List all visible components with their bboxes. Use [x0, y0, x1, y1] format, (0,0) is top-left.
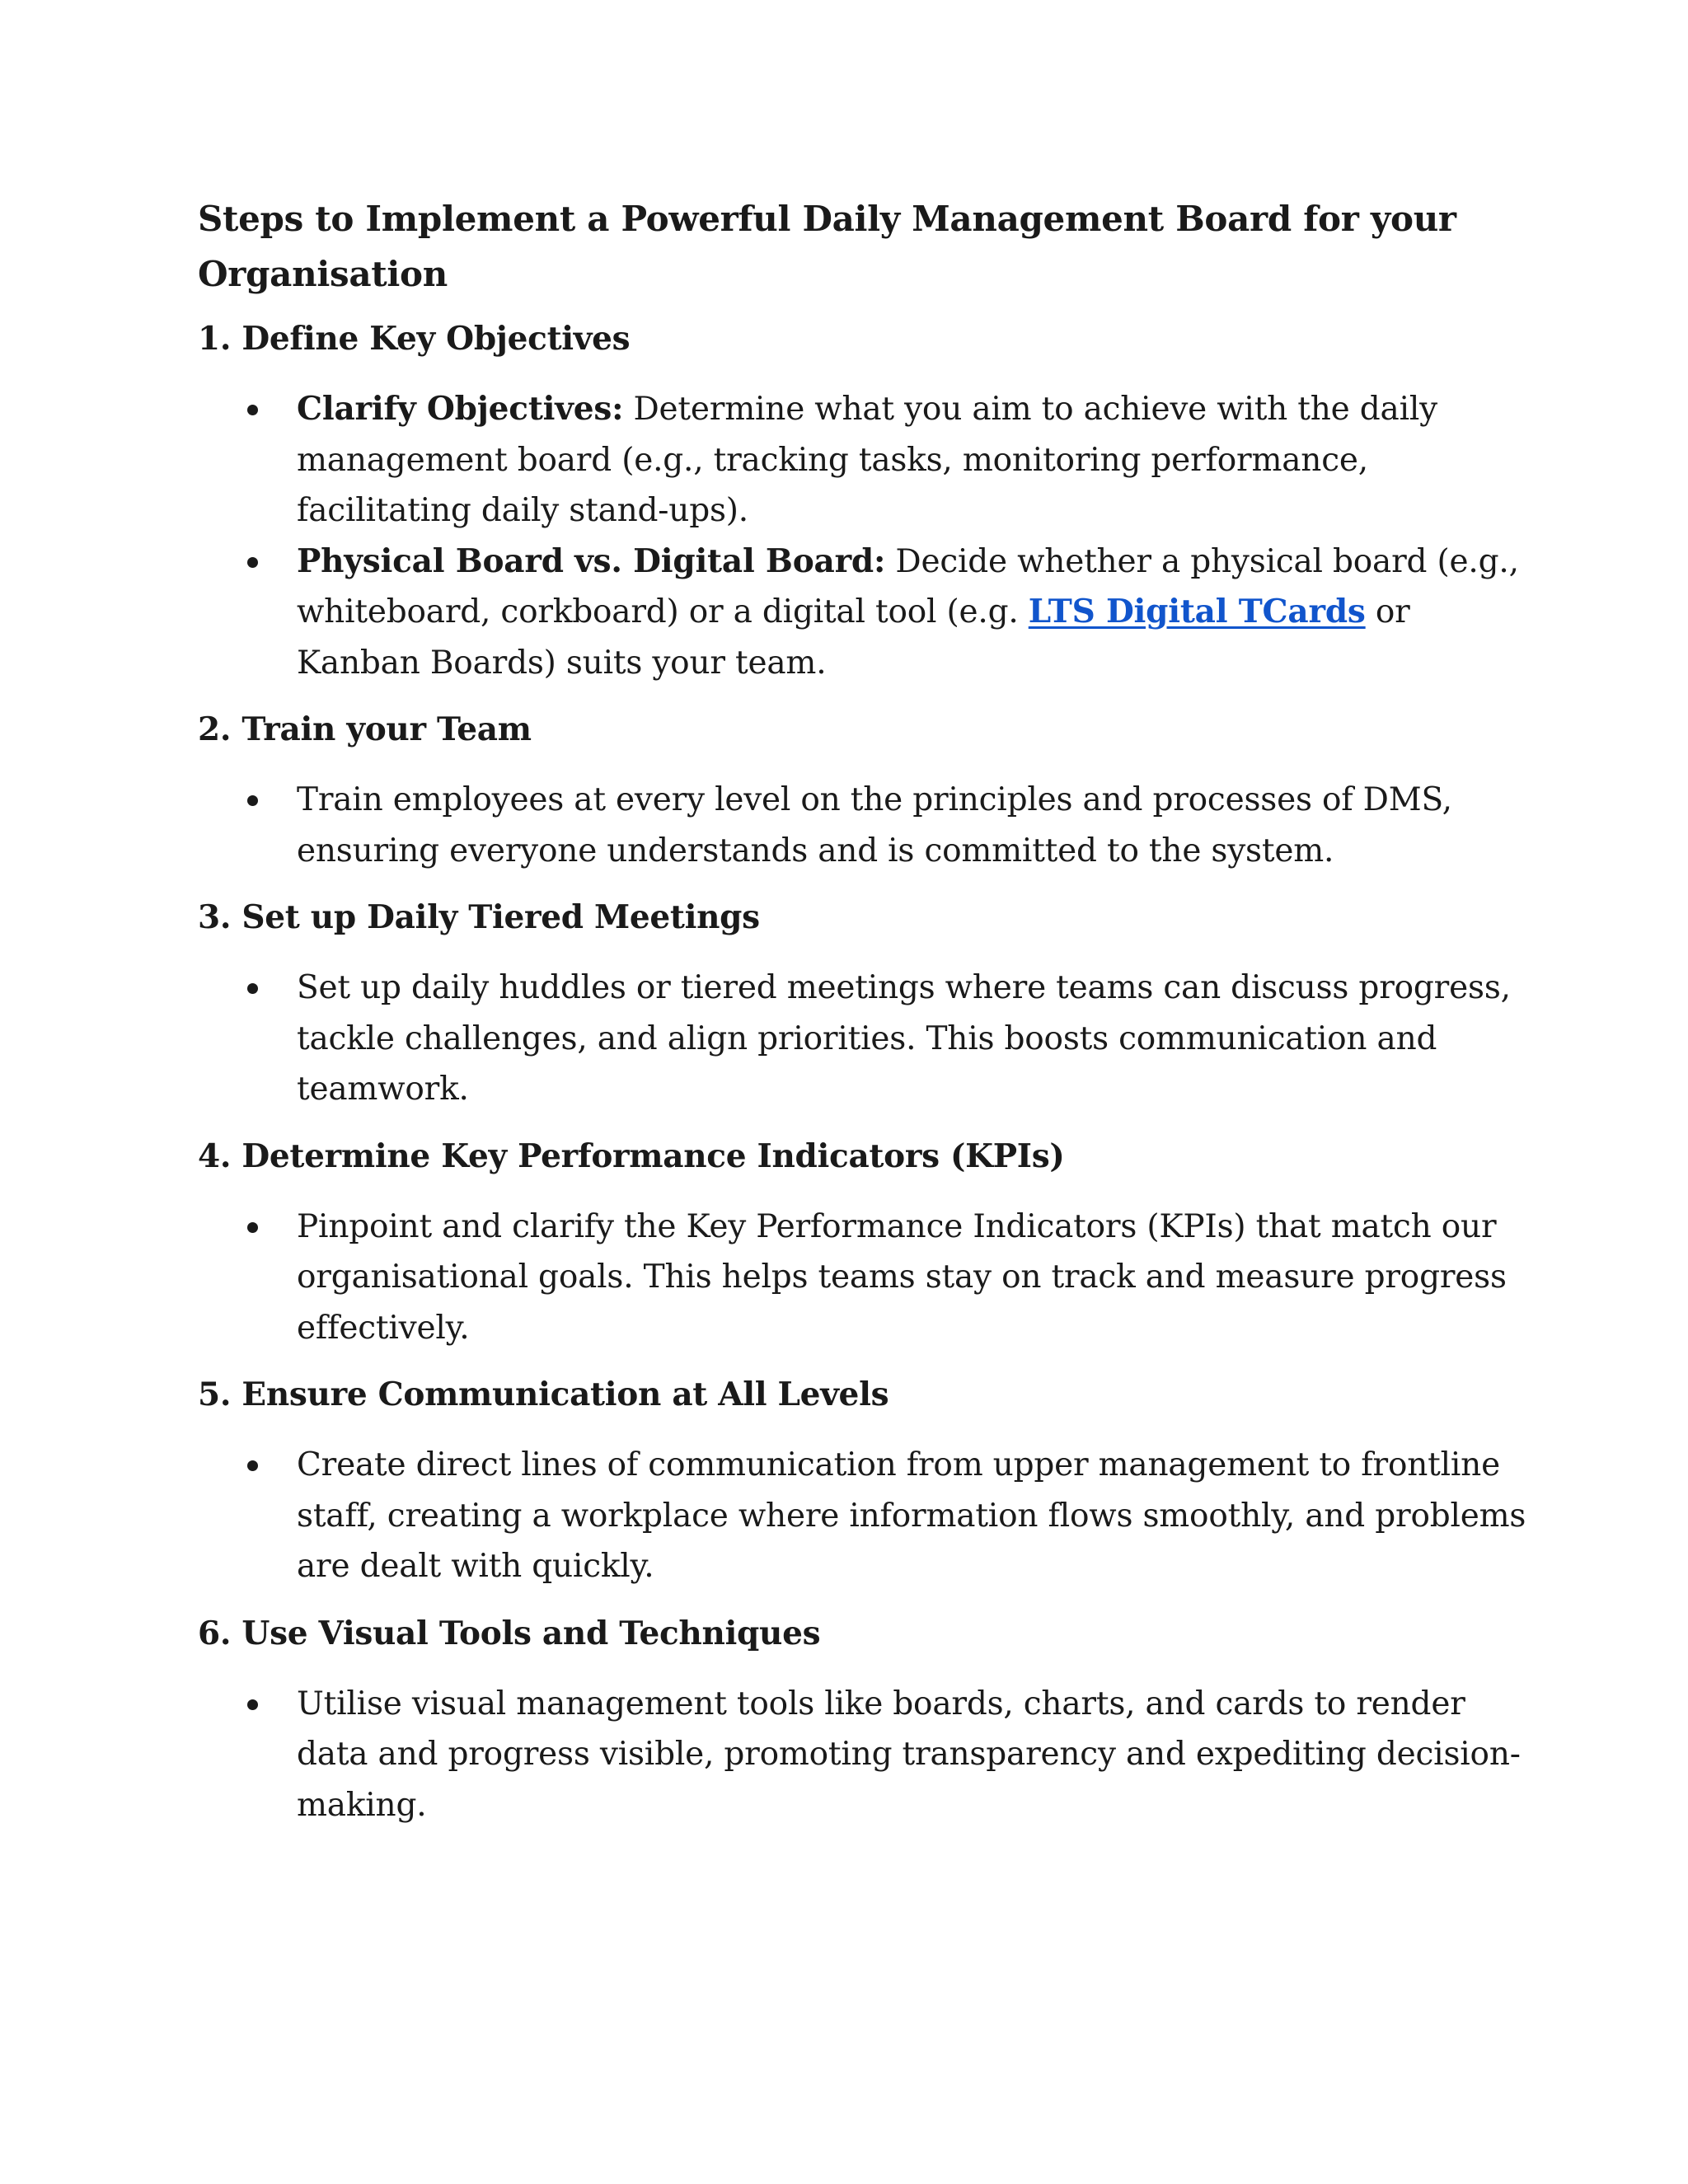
lts-digital-tcards-link[interactable]: LTS Digital TCards: [1028, 593, 1366, 630]
bullet-icon: [247, 983, 258, 994]
bullet-icon: [247, 795, 258, 806]
bullet-text: Create direct lines of communication from upper management to frontline staff, creating a workplace where information flows smoothly, and problems are dealt with quickly.: [297, 1446, 1526, 1585]
bullet-list: [198, 775, 1533, 876]
bullet-list: [198, 1679, 1533, 1831]
section-heading-kpis: 4. Determine Key Performance Indicators (KPIs): [198, 1137, 1065, 1175]
section-heading-visual-tools: 6. Use Visual Tools and Techniques: [198, 1614, 821, 1652]
page-title: Steps to Implement a Powerful Daily Management Board for your Organisation: [198, 199, 1456, 294]
list-item: [198, 537, 1533, 689]
section-heading-train-team: 2. Train your Team: [198, 710, 532, 748]
bullet-text: or Kanban Boards) suits your team.: [297, 593, 1410, 682]
section-heading-tiered-meetings: 3. Set up Daily Tiered Meetings: [198, 898, 760, 936]
list-item: [198, 384, 1533, 537]
section-heading-communication: 5. Ensure Communication at All Levels: [198, 1376, 889, 1413]
list-item: [198, 963, 1533, 1115]
bullet-lead-text: Clarify Objectives:: [297, 390, 624, 428]
bullet-list: [198, 1440, 1533, 1592]
list-item: [198, 1202, 1533, 1354]
bullet-list: [198, 1202, 1533, 1354]
bullet-list: [198, 384, 1533, 688]
bullet-text: Train employees at every level on the principles and processes of DMS, ensuring everyone understands and is committed to the system.: [297, 781, 1452, 869]
list-item: [198, 775, 1533, 876]
bullet-text: Set up daily huddles or tiered meetings where teams can discuss progress, tackle challenges, and align priorities. This boosts communication and teamwork.: [297, 969, 1511, 1108]
bullet-text: Pinpoint and clarify the Key Performance Indicators (KPIs) that match our organisational goals. This helps teams stay on track and measure progress effectively.: [297, 1207, 1507, 1347]
section-heading-define-objectives: 1. Define Key Objectives: [198, 320, 631, 358]
bullet-icon: [247, 557, 258, 568]
bullet-icon: [247, 1460, 258, 1471]
bullet-text: Utilise visual management tools like boards, charts, and cards to render data and progress visible, promoting transparency and expediting decision-making.: [297, 1685, 1521, 1824]
list-item: [198, 1679, 1533, 1831]
bullet-text: Decide whether a physical board (e.g., whiteboard, corkboard) or a digital tool (e.g.: [297, 542, 1519, 630]
bullet-list: [198, 963, 1533, 1115]
list-item: [198, 1440, 1533, 1592]
bullet-lead-text: Physical Board vs. Digital Board:: [297, 541, 886, 580]
bullet-text: Determine what you aim to achieve with the daily management board (e.g., tracking tasks, monitoring performance, facilitating daily stand-ups).: [297, 391, 1437, 529]
document-page: [198, 191, 1533, 1851]
bullet-icon: [247, 1222, 258, 1233]
bullet-icon: [247, 1699, 258, 1710]
bullet-icon: [247, 405, 258, 415]
